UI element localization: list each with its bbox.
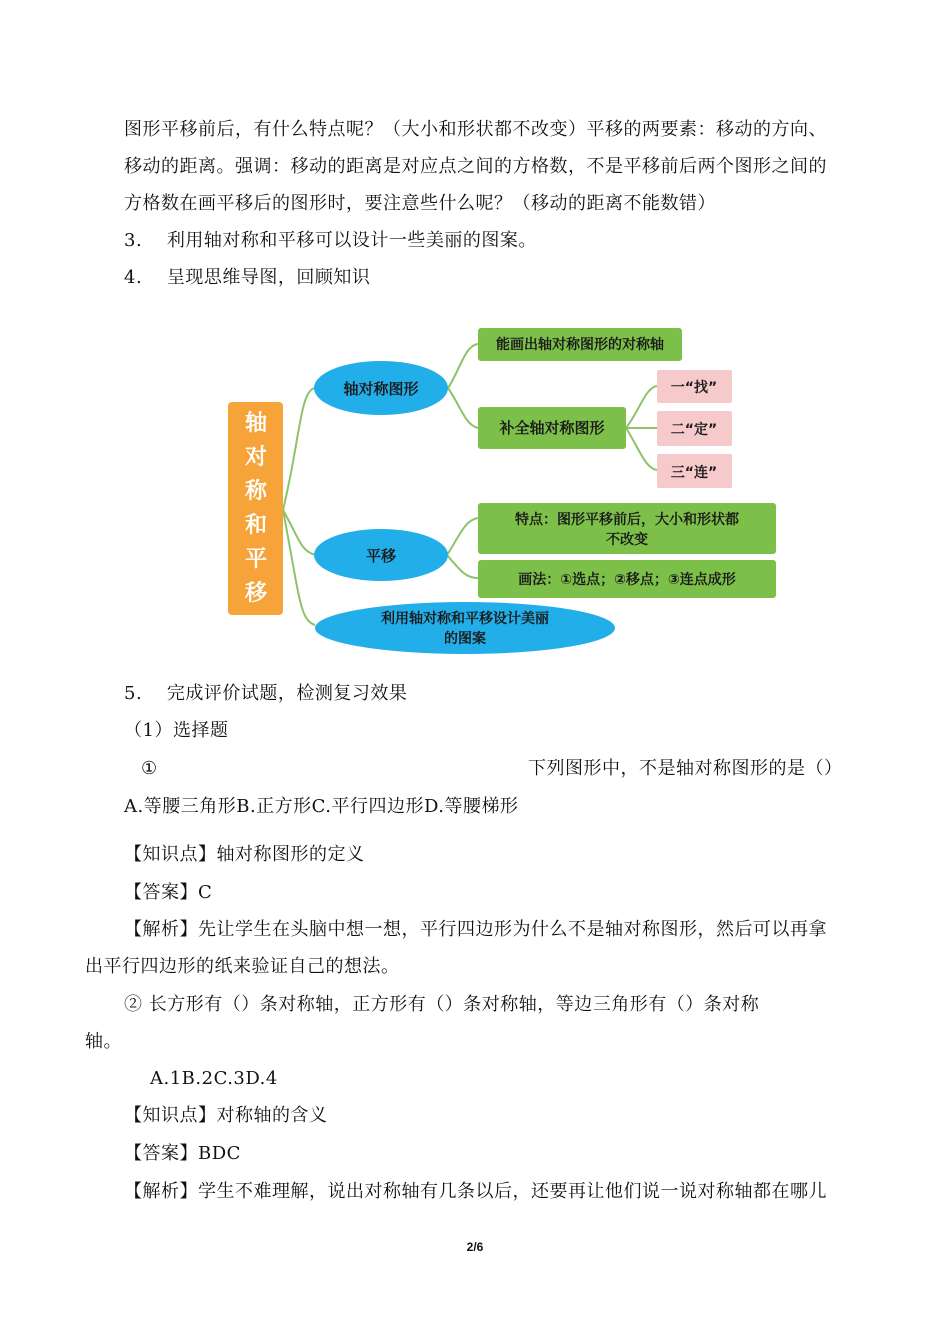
page-number: 2/6 — [466, 1240, 484, 1254]
branch-pattern-design-label: 的图案 — [444, 631, 486, 647]
step-find-label: 一“找” — [670, 380, 718, 396]
leaf-complete-figure-label: 补全轴对称图形 — [499, 419, 605, 437]
list-item-4: 4. 呈现思维导图，回顾知识 — [124, 267, 371, 288]
leaf-draw-axis-label: 能画出轴对称图形的对称轴 — [496, 337, 664, 353]
question-text: 轴。 — [85, 1031, 122, 1052]
leaf-translation-feature-label: 不改变 — [606, 532, 648, 548]
paragraph-line: 图形平移前后，有什么特点呢？（大小和形状都不改变）平移的两要素：移动的方向、 — [124, 119, 827, 140]
answer: 【答案】C — [124, 882, 213, 903]
paragraph-line: 移动的距离。强调：移动的距离是对应点之间的方格数，不是平移前后两个图形之间的 — [124, 156, 827, 177]
question-text: ② 长方形有（）条对称轴，正方形有（）条对称轴，等边三角形有（）条对称 — [124, 994, 760, 1015]
analysis: 出平行四边形的纸来验证自己的想法。 — [85, 956, 400, 977]
step-connect-label: 三“连” — [670, 465, 718, 481]
leaf-translation-feature-label: 特点：图形平移前后，大小和形状都 — [515, 512, 739, 528]
subheading: （1）选择题 — [124, 720, 229, 741]
paragraph-line: 方格数在画平移后的图形时，要注意些什么呢？（移动的距离不能数错） — [124, 193, 716, 214]
list-item-5: 5. 完成评价试题，检测复习效果 — [124, 683, 408, 704]
question-number: ① — [141, 758, 158, 779]
leaf-translation-method-label: 画法：①选点；②移点；③连点成形 — [518, 572, 736, 588]
list-item-3: 3. 利用轴对称和平移可以设计一些美丽的图案。 — [124, 230, 537, 251]
knowledge-point: 【知识点】对称轴的含义 — [124, 1105, 328, 1126]
question-options: A.1B.2C.3D.4 — [150, 1068, 278, 1089]
root-char: 和 — [244, 513, 268, 538]
knowledge-point: 【知识点】轴对称图形的定义 — [124, 844, 365, 865]
step-fix-label: 二“定” — [670, 422, 718, 438]
root-char: 称 — [244, 479, 268, 504]
branch-axial-symmetry-label: 轴对称图形 — [343, 380, 419, 398]
root-char: 轴 — [244, 411, 268, 436]
root-char: 平 — [244, 547, 268, 572]
root-char: 移 — [244, 581, 268, 606]
branch-pattern-design-label: 利用轴对称和平移设计美丽 — [381, 611, 549, 627]
answer: 【答案】BDC — [124, 1143, 241, 1164]
analysis: 【解析】先让学生在头脑中想一想，平行四边形为什么不是轴对称图形，然后可以再拿 — [124, 919, 827, 940]
question-text: 下列图形中，不是轴对称图形的是（） — [528, 758, 843, 779]
branch-translation-label: 平移 — [365, 547, 397, 565]
analysis: 【解析】学生不难理解，说出对称轴有几条以后，还要再让他们说一说对称轴都在哪儿 — [124, 1181, 827, 1202]
mind-map — [0, 310, 950, 690]
question-options: A.等腰三角形B.正方形C.平行四边形D.等腰梯形 — [124, 796, 519, 817]
root-char: 对 — [244, 445, 268, 470]
